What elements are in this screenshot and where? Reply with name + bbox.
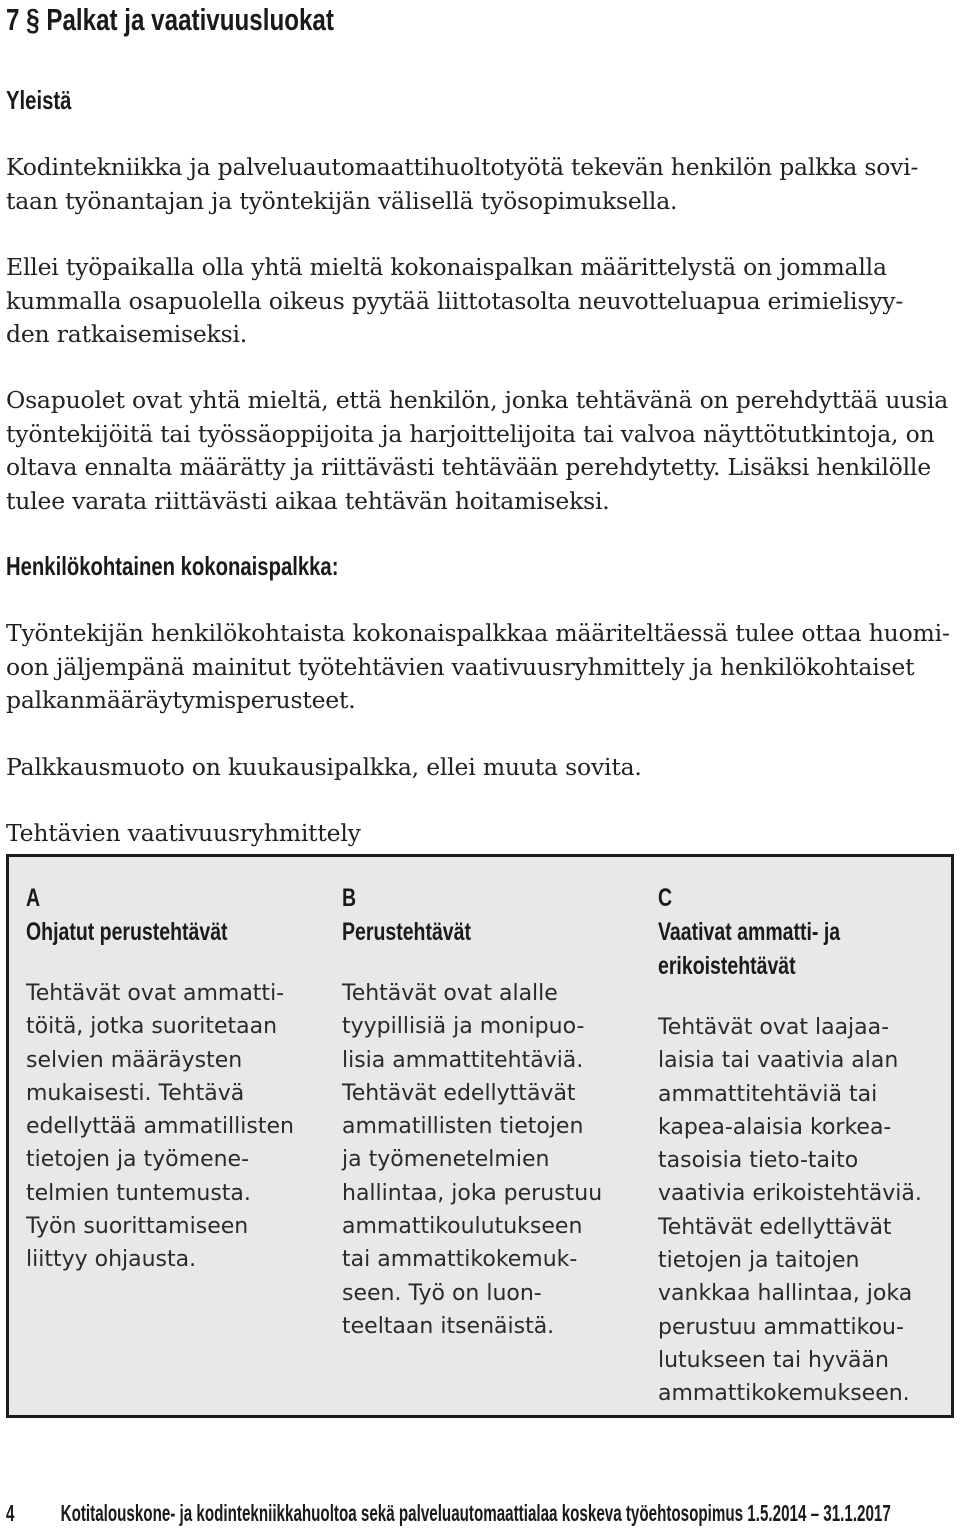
paragraph-salary-agreement [6, 151, 956, 218]
paragraph-line: työntekijöitä tai työssäoppijoita ja harjoittelijoita tai valvoa näyttötutkintoja, on [6, 419, 935, 448]
description-line: Työn suorittamiseen [26, 1214, 249, 1240]
paragraph-personal-salary [6, 617, 956, 718]
group-title [658, 915, 904, 983]
description-line: teeltaan itsenäistä. [342, 1313, 555, 1339]
description-line: perustuu ammattikou- [658, 1314, 904, 1340]
paragraph-line: palkanmääräytymisperusteet. [6, 686, 356, 714]
paragraph-line: Kodintekniikka ja palveluautomaattihuoltotyötä tekevän henkilön palkka sovi- [6, 153, 919, 181]
paragraph-line: tulee varata riittävästi aikaa tehtävän hoitamiseksi. [6, 486, 610, 515]
group-column-c [658, 857, 960, 1415]
group-title-line: Vaativat ammatti- ja [658, 918, 841, 946]
description-line: tietojen ja työmene- [26, 1147, 250, 1173]
description-line: Tehtävät ovat laajaa- [658, 1015, 890, 1040]
paragraph-line: Osapuolet ovat yhtä mieltä, että henkilön, jonka tehtävänä on perehdyttää uusia [6, 386, 949, 414]
demand-groups-table [6, 854, 954, 1418]
description-line: laisia tai vaativia alan [658, 1048, 899, 1074]
group-title-line: erikoistehtävät [658, 952, 796, 980]
description-line: tasoisia tieto-taito [658, 1148, 859, 1174]
paragraph-orientation [6, 384, 956, 518]
description-line: seen. Työ on luon- [342, 1280, 542, 1306]
description-line: liittyy ohjausta. [26, 1247, 197, 1273]
description-line: tai ammattikokemuk- [342, 1247, 578, 1273]
description-line: tyypillisiä ja monipuo- [342, 1014, 585, 1040]
group-title-line: Perustehtävät [342, 918, 471, 946]
footer-document-title: Kotitalouskone- ja kodintekniikkahuoltoa sekä palveluautomaattialaa koskeva työehtosopimus 1.5.2014 – 31.1.2017 [60, 1500, 891, 1526]
description-line: vaativia erikoistehtäviä. [658, 1181, 922, 1207]
section-heading-personal-salary: Henkilökohtainen kokonaispalkka: [6, 551, 339, 581]
group-letter: C [658, 884, 673, 912]
description-line: ammatillisten tietojen [342, 1114, 584, 1140]
page-footer [6, 1499, 891, 1527]
table-caption [6, 817, 956, 851]
description-line: Tehtävät ovat ammatti- [26, 981, 285, 1006]
description-line: ammattitehtäviä tai [658, 1081, 878, 1107]
group-title-line: Ohjatut perustehtävät [26, 918, 228, 946]
description-line: töitä, jotka suoritetaan [26, 1014, 278, 1040]
group-title [26, 915, 272, 949]
group-column-a [26, 857, 342, 1415]
paragraph-line: Palkkausmuoto on kuukausipalkka, ellei muuta sovita. [6, 753, 642, 781]
paragraph-line: Tehtävien vaativuusryhmittely [6, 819, 361, 847]
paragraph-line: oon jäljempänä mainitut työtehtävien vaativuusryhmittely ja henkilökohtaiset [6, 652, 915, 681]
paragraph-line: Ellei työpaikalla olla yhtä mieltä kokonaispalkan määrittelystä on jommalla [6, 253, 887, 281]
description-line: lutukseen tai hyvään [658, 1347, 889, 1373]
paragraph-line: den ratkaisemiseksi. [6, 320, 248, 348]
description-line: selvien määräysten [26, 1047, 243, 1073]
group-description [342, 977, 658, 1343]
description-line: vankkaa hallintaa, joka [658, 1281, 913, 1307]
paragraph-line: taan työnantajan ja työntekijän välisellä työsopimuksella. [6, 186, 678, 215]
description-line: Tehtävät ovat alalle [342, 981, 558, 1006]
paragraph-line: oltava ennalta määrätty ja riittävästi tehtävään perehdytetty. Lisäksi henkilölle [6, 453, 931, 481]
description-line: ammattikoulutukseen [342, 1214, 583, 1240]
group-letter: A [26, 884, 41, 912]
description-line: mukaisesti. Tehtävä [26, 1080, 245, 1106]
group-title [342, 915, 588, 949]
description-line: Tehtävät edellyttävät [658, 1214, 892, 1240]
description-line: hallintaa, joka perustuu [342, 1180, 603, 1206]
description-line: kapea-alaisia korkea- [658, 1114, 892, 1140]
description-line: tietojen ja taitojen [658, 1248, 860, 1274]
paragraph-line: kummalla osapuolella oikeus pyytää liittotasolta neuvotteluapua erimielisyy- [6, 286, 904, 315]
page-number: 4 [6, 1500, 15, 1526]
description-line: edellyttää ammatillisten [26, 1114, 294, 1140]
group-letter: B [342, 884, 357, 912]
description-line: Tehtävät edellyttävät [342, 1080, 576, 1106]
page-title: 7 § Palkat ja vaativuusluokat [6, 2, 334, 37]
paragraph-dispute [6, 251, 956, 352]
paragraph-line: Työntekijän henkilökohtaista kokonaispalkkaa määriteltäessä tulee ottaa huomi- [6, 619, 950, 647]
section-heading-general: Yleistä [6, 85, 72, 115]
group-description [658, 1011, 960, 1411]
paragraph-pay-form [6, 751, 956, 785]
description-line: lisia ammattitehtäviä. [342, 1047, 584, 1073]
description-line: ja työmenetelmien [342, 1147, 550, 1173]
group-column-b [342, 857, 658, 1415]
group-description [26, 977, 342, 1277]
description-line: telmien tuntemusta. [26, 1180, 251, 1206]
description-line: ammattikokemukseen. [658, 1381, 910, 1407]
